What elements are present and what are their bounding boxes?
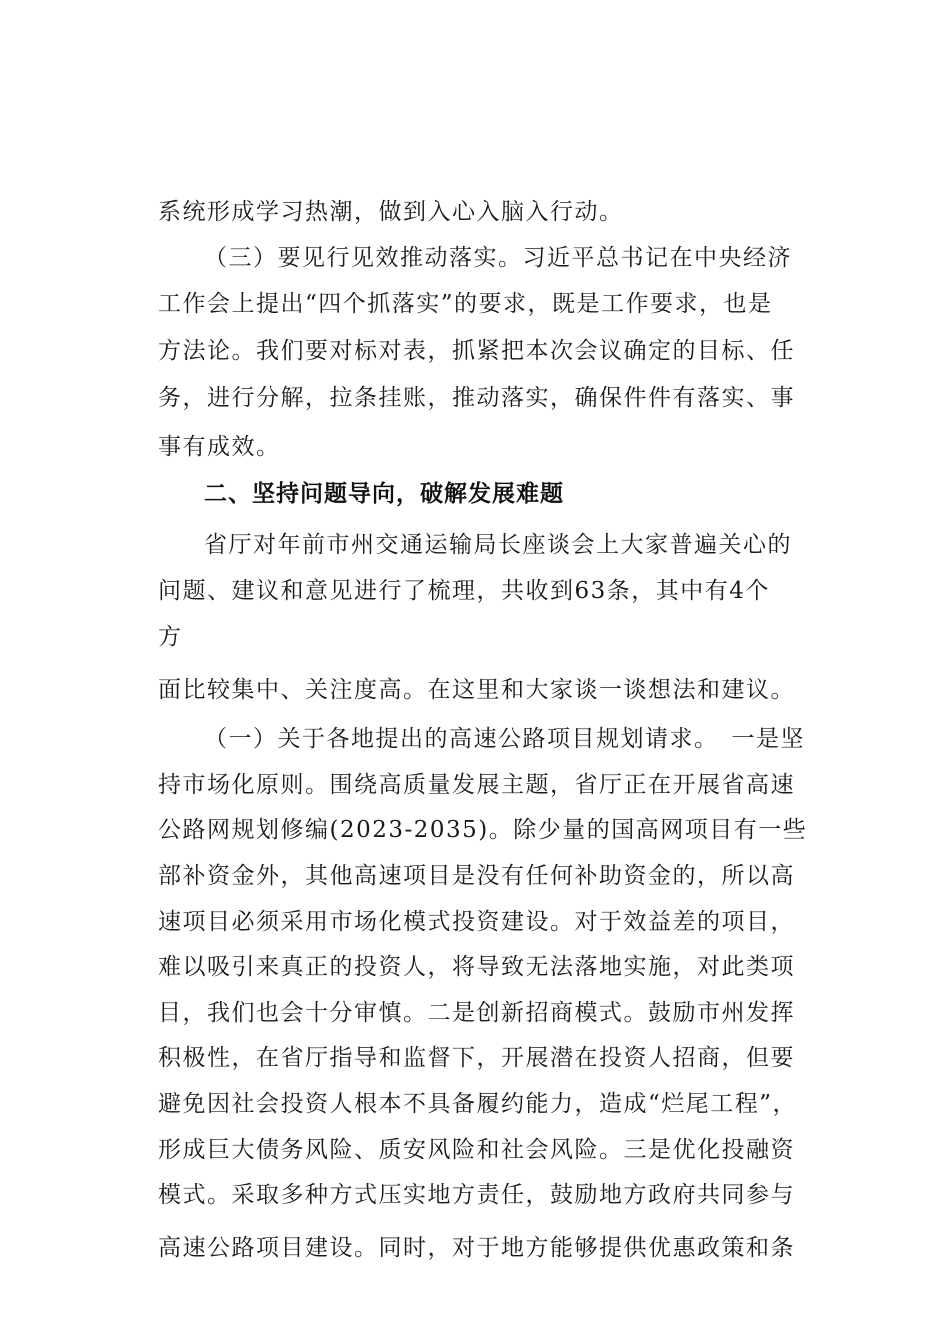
paragraph-section-start: 省厅对年前市州交通运输局长座谈会上大家普遍关心的 xyxy=(204,532,792,558)
text-line-9: 问题、建议和意见进行了梳理，共收到63条，其中有4个 xyxy=(158,578,770,604)
text-line-22: 模式。采取多种方式压实地方责任，鼓励地方政府共同参与 xyxy=(158,1182,795,1208)
text-line-5: 务，进行分解，拉条挂账，推动落实，确保件件有落实、事 xyxy=(158,385,795,411)
text-line-11: 面比较集中、关注度高。在这里和大家谈一谈想法和建议。 xyxy=(158,677,795,703)
text-line-23: 高速公路项目建设。同时，对于地方能够提供优惠政策和条 xyxy=(158,1235,795,1261)
text-line-18: 目，我们也会十分审慎。二是创新招商模式。鼓励市州发挥 xyxy=(158,1000,795,1026)
text-line-15: 部补资金外，其他高速项目是没有任何补助资金的，所以高 xyxy=(158,863,795,889)
text-line-20: 避免因社会投资人根本不具备履约能力，造成“烂尾工程”， xyxy=(158,1091,798,1117)
paragraph-3-start: （三）要见行见效推动落实。习近平总书记在中央经济 xyxy=(204,245,792,271)
text-line-14: 公路网规划修编(2023-2035)。除少量的国高网项目有一些 xyxy=(158,817,808,843)
text-line-4: 方法论。我们要对标对表，抓紧把本次会议确定的目标、任 xyxy=(158,338,795,364)
subsection-1-start: （一）关于各地提出的高速公路项目规划请求。 一是坚 xyxy=(204,726,805,752)
text-line-13: 持市场化原则。围绕高质量发展主题，省厅正在开展省高速 xyxy=(158,772,795,798)
text-line-21: 形成巨大债务风险、质安风险和社会风险。三是优化投融资 xyxy=(158,1137,795,1163)
text-line-1: 系统形成学习热潮，做到入心入脑入行动。 xyxy=(158,199,624,225)
text-line-10: 方 xyxy=(158,624,183,650)
text-line-6: 事有成效。 xyxy=(158,434,281,460)
text-line-16: 速项目必须采用市场化模式投资建设。对于效益差的项目， xyxy=(158,909,795,935)
text-line-3: 工作会上提出“四个抓落实”的要求，既是工作要求，也是 xyxy=(158,291,773,317)
section-heading: 二、坚持问题导向，破解发展难题 xyxy=(204,481,564,507)
text-line-19: 积极性，在省厅指导和监督下，开展潜在投资人招商，但要 xyxy=(158,1045,795,1071)
text-line-17: 难以吸引来真正的投资人，将导致无法落地实施，对此类项 xyxy=(158,954,795,980)
